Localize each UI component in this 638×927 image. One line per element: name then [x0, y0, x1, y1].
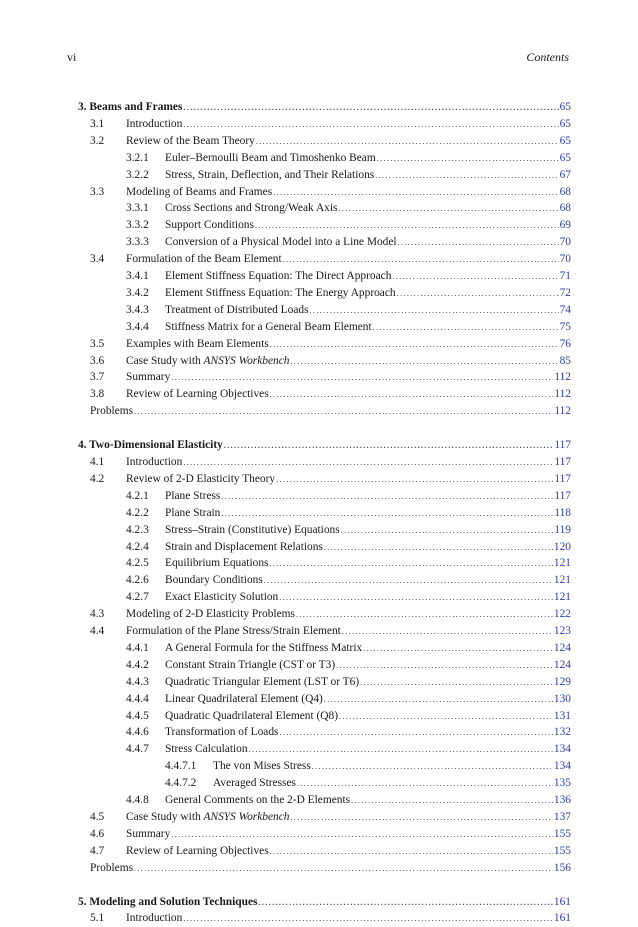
dot-leader	[360, 675, 553, 691]
dot-leader	[392, 269, 558, 285]
toc-entry[interactable]	[78, 353, 571, 369]
toc-page-link[interactable]: 65	[559, 117, 571, 130]
toc-entry-number: 4.4	[90, 625, 105, 637]
toc-entry-title	[126, 623, 341, 639]
dot-leader	[339, 709, 553, 725]
toc-entry-title	[126, 184, 272, 200]
toc-page-link[interactable]: 155	[553, 827, 571, 840]
toc-entry[interactable]	[78, 555, 571, 571]
dot-leader	[351, 793, 553, 809]
toc-page-link[interactable]: 124	[553, 641, 571, 654]
toc-page-link[interactable]: 131	[553, 709, 571, 722]
toc-page-link[interactable]: 121	[553, 557, 571, 570]
toc-entry-number: 3.4.4	[126, 320, 149, 333]
toc-entry-title	[165, 268, 391, 284]
toc-entry-title	[90, 403, 133, 419]
toc-entry-number: 3.4.1	[126, 270, 149, 282]
toc-entry-title-text: Review of 2-D Elasticity Theory	[126, 472, 276, 485]
toc-entry-title	[126, 809, 289, 825]
toc-entry[interactable]	[78, 792, 571, 808]
toc-entry-title-text: 3. Beams and Frames	[78, 101, 183, 113]
toc-page-link[interactable]: 156	[553, 861, 571, 874]
dot-leader	[221, 489, 553, 505]
toc-entry[interactable]	[78, 268, 571, 284]
toc-page-link[interactable]: 76	[559, 337, 571, 350]
dot-leader	[290, 810, 552, 826]
toc-entry-title-text: Plane Strain	[165, 506, 221, 519]
toc-entry-title-text: Summary	[126, 827, 171, 840]
toc-entry-title-text: Strain and Displacement Relations	[165, 540, 323, 553]
toc-entry-title	[165, 522, 340, 538]
toc-page-link[interactable]: 65	[559, 151, 571, 164]
dot-leader	[183, 100, 558, 116]
toc-entry-number: 5.1	[90, 912, 105, 925]
toc-entry-title-text: Stress, Strain, Deflection, and Their Relations	[165, 168, 375, 181]
toc-entry-title	[126, 471, 275, 487]
toc-entry[interactable]	[78, 843, 571, 859]
toc-entry-title	[165, 572, 263, 588]
toc-entry-number: 3.4.2	[126, 286, 149, 299]
toc-entry-number: 3.3	[90, 185, 105, 198]
toc-entry[interactable]	[78, 336, 571, 352]
toc-entry-number: 4.4.7.2	[165, 777, 197, 790]
toc-page-link[interactable]: 72	[559, 286, 571, 299]
toc-entry-number: 4.2.7	[126, 591, 149, 604]
toc-entry[interactable]	[78, 319, 571, 335]
dot-leader	[297, 776, 553, 792]
toc-entry-number: 3.4.3	[126, 303, 149, 316]
toc-entry-title-text: Introduction	[126, 456, 183, 468]
toc-entry-title-text: Equilibrium Equations	[165, 557, 269, 570]
toc-entry-title-text: Boundary Conditions	[165, 574, 263, 587]
toc-entry[interactable]	[78, 167, 571, 183]
toc-entry-title-text: Stress Calculation	[165, 743, 248, 756]
dot-leader	[255, 218, 559, 234]
toc-entry-number: 4.4.5	[126, 709, 149, 722]
toc-entry-title-text: Euler–Bernoulli Beam and Timoshenko Beam	[165, 151, 376, 164]
dot-leader	[171, 827, 553, 843]
toc-entry-number: 4.4.7	[126, 743, 149, 756]
toc-entry[interactable]	[78, 471, 571, 487]
toc-entry-title	[126, 386, 269, 402]
toc-entry-title-text: Quadratic Triangular Element (LST or T6)	[165, 675, 360, 688]
toc-page-link[interactable]: 136	[553, 794, 571, 806]
toc-page-link[interactable]: 117	[554, 456, 571, 468]
toc-entry-number: 3.3.3	[126, 236, 149, 249]
dot-leader	[171, 370, 553, 386]
dot-leader	[270, 337, 559, 353]
dot-leader	[373, 320, 559, 336]
toc-entry[interactable]	[78, 488, 571, 504]
running-title: Contents	[526, 50, 569, 64]
toc-entry-title	[165, 555, 268, 571]
toc-entry-title	[165, 319, 372, 335]
dot-leader	[312, 759, 553, 775]
toc-page-link[interactable]: 65	[559, 101, 571, 113]
toc-entry-title-text: Transformation of Loads	[165, 726, 279, 739]
toc-entry[interactable]	[78, 133, 571, 149]
toc-entry-title	[126, 353, 289, 369]
toc-entry-title	[165, 302, 309, 318]
toc-entry-number: 4.2.2	[126, 506, 149, 519]
toc-entry-title	[165, 640, 362, 656]
toc-entry-title-text: Problems	[90, 405, 134, 418]
toc-entry[interactable]	[78, 539, 571, 555]
toc-page-link[interactable]: 65	[559, 134, 571, 147]
toc-entry-title-text: Cross Sections and Strong/Weak Axis	[165, 202, 338, 215]
toc-entry-number: 4.4.1	[126, 641, 149, 654]
toc-entry-title	[165, 589, 278, 605]
toc-entry-title	[165, 234, 397, 250]
toc-entry[interactable]	[78, 775, 571, 791]
dot-leader	[256, 134, 559, 150]
toc-entry-title	[78, 894, 257, 910]
toc-entry-title-text: Element Stiffness Equation: The Energy Approach	[165, 286, 396, 299]
toc-entry-title	[165, 792, 350, 808]
toc-entry-number: 4.1	[90, 456, 105, 468]
toc-entry-number: 4.3	[90, 608, 105, 621]
dot-leader	[397, 286, 559, 302]
toc-page-link[interactable]: 117	[554, 489, 571, 502]
page-header	[67, 50, 569, 66]
toc-entry-title-text: Linear Quadrilateral Element (Q4)	[165, 692, 323, 705]
toc-entry-number: 4.2	[90, 472, 105, 485]
dot-leader	[336, 658, 553, 674]
toc-page-link[interactable]: 121	[553, 591, 571, 604]
toc-page-link[interactable]: 134	[553, 760, 571, 773]
toc-entry-title	[126, 133, 255, 149]
toc-entry[interactable]	[78, 505, 571, 521]
toc-entry[interactable]	[78, 150, 571, 166]
toc-entry[interactable]	[78, 184, 571, 200]
toc-entry-number: 4.4.3	[126, 675, 149, 688]
toc-entry-number: 3.3.2	[126, 219, 149, 232]
toc-entry-number: 4.2.1	[126, 489, 149, 502]
dot-leader	[270, 387, 554, 403]
dot-leader	[290, 354, 558, 370]
toc-page-link[interactable]: 112	[554, 371, 571, 384]
toc-page-link[interactable]: 85	[559, 354, 571, 367]
toc-page-link[interactable]: 123	[553, 625, 571, 637]
toc-entry-title	[213, 775, 296, 791]
toc-entry[interactable]	[78, 285, 571, 301]
toc-page-link[interactable]: 74	[559, 303, 571, 316]
toc-entry-title	[165, 217, 254, 233]
toc-entry-title-text: Review of Learning Objectives	[126, 388, 269, 401]
toc-page-link[interactable]: 68	[559, 185, 571, 198]
toc-entry-title-text: General Comments on the 2-D Elements	[165, 794, 351, 806]
toc-entry-title	[126, 606, 295, 622]
toc-entry-title-text: 5. Modeling and Solution Techniques	[78, 895, 258, 908]
toc-entry-number: 4.5	[90, 810, 105, 823]
toc-entry-title-text: Stress–Strain (Constitutive) Equations	[165, 523, 340, 536]
toc-entry-number: 4.4.2	[126, 658, 149, 671]
toc-entry-title	[165, 657, 335, 673]
toc-entry-title	[165, 724, 278, 740]
toc-entry-number: 4.4.7.1	[165, 760, 197, 773]
toc-entry[interactable]	[78, 522, 571, 538]
toc-entry-title	[126, 843, 269, 859]
toc-entry-number: 3.5	[90, 337, 105, 350]
toc-entry[interactable]	[78, 826, 571, 842]
toc-entry-title-text: Plane Stress	[165, 489, 221, 502]
toc-entry-title	[165, 708, 338, 724]
toc-entry-title-text: Quadratic Quadrilateral Element (Q8)	[165, 709, 338, 722]
toc-page-link[interactable]: 122	[553, 608, 571, 621]
dot-leader	[296, 607, 553, 623]
dot-leader	[279, 590, 553, 606]
toc-entry-number: 3.1	[90, 117, 105, 130]
toc-entry-title-italic: ANSYS Workbench	[203, 810, 290, 823]
toc-entry[interactable]	[78, 116, 571, 132]
toc-entry[interactable]	[78, 234, 571, 250]
dot-leader	[324, 540, 553, 556]
dot-leader	[398, 235, 559, 251]
toc-entry-number: 4.2.4	[126, 540, 149, 553]
toc-entry[interactable]	[78, 657, 571, 673]
toc-page-link[interactable]: 124	[553, 658, 571, 671]
toc-entry-title-text: Formulation of the Beam Element	[126, 253, 282, 266]
toc-entry-number: 4.2.6	[126, 574, 149, 587]
toc-chapter-entry[interactable]	[78, 437, 571, 453]
toc-entry-title	[126, 336, 269, 352]
dot-leader	[183, 117, 558, 133]
dot-leader	[224, 438, 554, 454]
toc-entry-title	[165, 691, 323, 707]
toc-entry-number: 3.2	[90, 134, 105, 147]
toc-page-link[interactable]: 161	[553, 912, 571, 925]
toc-entry-title-text: Modeling of Beams and Frames	[126, 185, 273, 198]
dot-leader	[341, 523, 554, 539]
toc-entry-title	[78, 437, 223, 453]
dot-leader	[183, 911, 553, 927]
toc-page-link[interactable]: 161	[553, 895, 571, 908]
toc-entry-title	[126, 116, 182, 132]
toc-page-link[interactable]: 130	[553, 692, 571, 705]
toc-entry[interactable]	[78, 674, 571, 690]
dot-leader	[342, 624, 553, 640]
toc-entry-title-text: Conversion of a Physical Model into a Line Model	[165, 236, 397, 249]
toc-entry-title	[165, 539, 323, 555]
toc-entry[interactable]	[78, 200, 571, 216]
toc-entry-title-text: Summary	[126, 371, 171, 384]
dot-leader	[249, 742, 553, 758]
toc-entry-number: 3.7	[90, 371, 105, 384]
toc-page-link[interactable]: 134	[553, 743, 571, 756]
toc-entry-title-text: Modeling of 2-D Elasticity Problems	[126, 608, 295, 621]
toc-entry-title-text: Treatment of Distributed Loads	[165, 303, 309, 316]
toc-entry-title-text: Introduction	[126, 912, 183, 925]
toc-entry-title-text: Exact Elasticity Solution	[165, 591, 279, 604]
dot-leader	[279, 725, 552, 741]
toc-chapter-entry[interactable]	[78, 894, 571, 910]
toc-entry-number: 3.3.1	[126, 202, 149, 215]
toc-entry-title-text: Problems	[90, 861, 134, 874]
toc-entry[interactable]	[78, 369, 571, 385]
toc-entry-number: 4.2.3	[126, 523, 149, 536]
toc-entry-number: 3.2.1	[126, 151, 149, 164]
toc-page-link[interactable]: 120	[553, 540, 571, 553]
toc-entry-number: 4.2.5	[126, 557, 149, 570]
toc-entry-title	[165, 167, 374, 183]
toc-entry-title	[90, 860, 133, 876]
toc-page-link[interactable]: 135	[553, 777, 571, 790]
toc-entry-title-text: 4. Two-Dimensional Elasticity	[78, 439, 223, 452]
toc-entry[interactable]	[78, 640, 571, 656]
toc-entry[interactable]	[78, 758, 571, 774]
toc-entry[interactable]	[78, 217, 571, 233]
toc-page-link[interactable]: 112	[554, 405, 571, 418]
toc-entry-title	[78, 99, 182, 115]
dot-leader	[258, 895, 552, 911]
toc-entry-title-text: Introduction	[126, 117, 183, 130]
toc-entry-title-text: Case Study with	[126, 810, 204, 823]
toc-page-link[interactable]: 75	[559, 320, 571, 333]
toc-page-link[interactable]: 67	[559, 168, 571, 181]
toc-entry-title	[126, 454, 182, 470]
toc-entry-title	[126, 910, 182, 926]
toc-entry-title	[165, 150, 376, 166]
dot-leader	[283, 252, 559, 268]
dot-leader	[134, 404, 553, 420]
toc-entry-title-text: Review of the Beam Theory	[126, 134, 255, 147]
toc-entry[interactable]	[78, 623, 571, 639]
toc-entry-number: 4.4.4	[126, 692, 149, 705]
toc-entry-number: 3.8	[90, 388, 105, 401]
toc-entry[interactable]	[78, 741, 571, 757]
toc-page-link[interactable]: 112	[554, 388, 571, 401]
toc-entry[interactable]	[78, 403, 571, 419]
toc-entry-title	[165, 674, 359, 690]
toc-entry[interactable]	[78, 910, 571, 926]
toc-entry-title-text: Constant Strain Triangle (CST or T3)	[165, 658, 336, 671]
toc-entry[interactable]	[78, 606, 571, 622]
toc-entry-title-text: Review of Learning Objectives	[126, 844, 269, 857]
toc-entry-title-text: Case Study with	[126, 354, 204, 367]
toc-page-link[interactable]: 70	[559, 253, 571, 266]
toc-entry-title-text: Element Stiffness Equation: The Direct Approach	[165, 270, 392, 282]
dot-leader	[269, 556, 552, 572]
toc-entry-number: 4.7	[90, 844, 105, 857]
toc-entry[interactable]	[78, 589, 571, 605]
toc-entry[interactable]	[78, 691, 571, 707]
toc-entry[interactable]	[78, 860, 571, 876]
toc-page-link[interactable]: 117	[554, 472, 571, 485]
toc-entry-title-text: Support Conditions	[165, 219, 254, 232]
toc-entry[interactable]	[78, 724, 571, 740]
toc-page-link[interactable]: 121	[553, 574, 571, 587]
toc-entry[interactable]	[78, 454, 571, 470]
toc-entry-title	[165, 285, 396, 301]
toc-page-link[interactable]: 71	[559, 270, 571, 282]
dot-leader	[270, 844, 553, 860]
page-number: vi	[67, 50, 77, 64]
toc-entry-title-text: The von Mises Stress	[213, 760, 311, 773]
toc-entry-title-text: Stiffness Matrix for a General Beam Element	[165, 320, 372, 333]
toc-page-link[interactable]: 137	[553, 810, 571, 823]
toc-page-link[interactable]: 119	[554, 523, 571, 536]
toc-entry-title	[165, 741, 248, 757]
toc-entry-number: 3.2.2	[126, 168, 149, 181]
toc-entry[interactable]	[78, 708, 571, 724]
toc-entry[interactable]	[78, 809, 571, 825]
toc-entry-number: 3.6	[90, 354, 105, 367]
toc-page-link[interactable]: 68	[559, 202, 571, 215]
toc-entry-title	[126, 251, 282, 267]
dot-leader	[273, 185, 558, 201]
toc-entry[interactable]	[78, 302, 571, 318]
dot-leader	[338, 201, 558, 217]
dot-leader	[377, 151, 559, 167]
toc-entry-title	[213, 758, 311, 774]
toc-entry-number: 4.4.6	[126, 726, 149, 739]
toc-entry-title	[126, 369, 170, 385]
toc-entry-number: 3.4	[90, 253, 105, 266]
toc-entry-title-text: Examples with Beam Elements	[126, 337, 269, 350]
dot-leader	[363, 641, 553, 657]
dot-leader	[134, 861, 553, 877]
toc-page-link[interactable]: 118	[554, 506, 571, 519]
dot-leader	[264, 573, 553, 589]
toc-page-link[interactable]: 155	[553, 844, 571, 857]
toc-chapter-entry[interactable]	[78, 99, 571, 115]
toc-entry-title-italic: ANSYS Workbench	[203, 354, 290, 367]
toc-entry-title	[165, 200, 337, 216]
toc-entry-number: 4.4.8	[126, 794, 149, 806]
toc-entry-title	[165, 488, 220, 504]
dot-leader	[310, 303, 559, 319]
toc-entry[interactable]	[78, 386, 571, 402]
toc-entry-title-text: Formulation of the Plane Stress/Strain Element	[126, 625, 341, 637]
toc-entry[interactable]	[78, 572, 571, 588]
toc-entry-title	[126, 826, 170, 842]
toc-page-link[interactable]: 117	[554, 439, 571, 452]
toc-page-link[interactable]: 129	[553, 675, 571, 688]
toc-entry-title-text: Averaged Stresses	[213, 777, 296, 790]
dot-leader	[375, 168, 558, 184]
toc-page-link[interactable]: 132	[553, 726, 571, 739]
dot-leader	[183, 455, 553, 471]
toc-entry[interactable]	[78, 251, 571, 267]
dot-leader	[276, 472, 553, 488]
toc-entry-number: 4.6	[90, 827, 105, 840]
dot-leader	[324, 692, 553, 708]
toc-entry-title-text: A General Formula for the Stiffness Matrix	[165, 641, 363, 654]
toc-page-link[interactable]: 70	[559, 236, 571, 249]
toc-entry-title	[165, 505, 220, 521]
dot-leader	[221, 506, 553, 522]
toc-page-link[interactable]: 69	[559, 219, 571, 232]
